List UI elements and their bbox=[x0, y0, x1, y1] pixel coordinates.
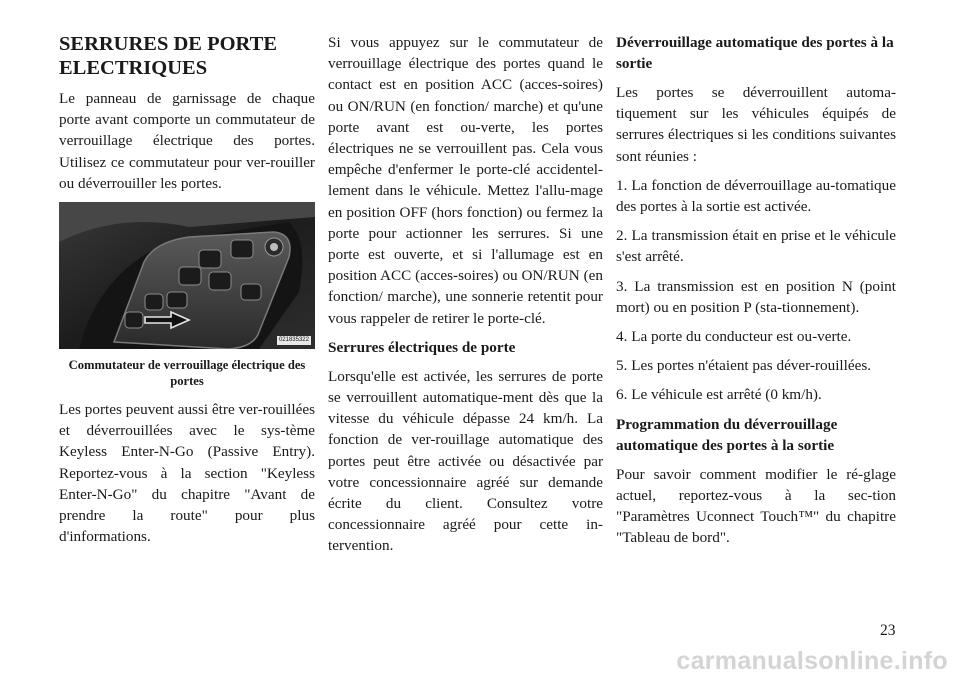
power-locks-heading: Serrures électriques de porte bbox=[328, 338, 516, 356]
open-door-paragraph: Si vous appuyez sur le commutateur de verrouillage électrique des portes quand le contact est en position ACC (acces-soires) ou ON/RUN (en fonction/ marche) et qu'une porte avant est ou-verte, les portes électriques ne se verrouillent pas. Cela vous empêche d'enfermer le porte-clé accidentel-lement dans le véhicule. Mettez l'allu-mage en position OFF (hors fonction) ou fermez la porte pour actionner les serrures. Si une porte est ouverte, et si l'allumage est en position ACC (acces-soires) ou ON/RUN (en fonction/ marche), une sonnerie retentit pour vous rappeler de retirer le porte-clé. bbox=[328, 34, 603, 327]
column-right bbox=[616, 32, 896, 556]
intro-paragraph: Le panneau de garnissage de chaque porte avant comporte un commutateur de verrouillage électrique des portes. Utilisez ce commutateur pour ver-rouiller ou déverrouiller les portes. bbox=[59, 90, 315, 192]
watermark-text: carmanualsonline.info bbox=[676, 647, 948, 675]
condition-item: 2. La transmission était en prise et le véhicule s'est arrêté. bbox=[616, 227, 896, 266]
condition-item: 5. Les portes n'étaient pas déver-rouillées. bbox=[616, 357, 872, 375]
column-middle bbox=[328, 32, 603, 565]
door-lock-switch-photo bbox=[59, 202, 315, 349]
condition-item: 6. Le véhicule est arrêté (0 km/h). bbox=[616, 386, 822, 404]
condition-item: 3. La transmission est en position N (point mort) ou en position P (sta-tionnement). bbox=[616, 277, 896, 316]
figure-caption: Commutateur de verrouillage électrique des portes bbox=[68, 358, 306, 389]
section-title: SERRURES DE PORTE ELECTRIQUES bbox=[59, 33, 277, 79]
auto-lock-paragraph: Lorsqu'elle est activée, les serrures de porte se verrouillent automatique-ment dès que la vitesse du véhicule dépasse 24 km/h. La fonction de ver-rouillage automatique des portes peut être activée ou désactivée par votre concessionnaire agréé sur demande écrite du client. Consultez votre concessionnaire agréé pour cette in-tervention. bbox=[328, 367, 603, 555]
page-number: 23 bbox=[880, 622, 896, 639]
auto-unlock-intro: Les portes se déverrouillent automa-tiquement sur les véhicules équipés de serrures électriques si les conditions suivantes sont réunies : bbox=[616, 84, 896, 165]
auto-unlock-heading: Déverrouillage automatique des portes à la sortie bbox=[616, 34, 894, 72]
watermark-bar bbox=[0, 645, 960, 678]
programming-heading: Programmation du déverrouillage automatique des portes à la sortie bbox=[616, 415, 838, 454]
condition-item: 4. La porte du conducteur est ou-verte. bbox=[616, 328, 852, 346]
keyless-paragraph: Les portes peuvent aussi être ver-rouillées et déverrouillées avec le sys-tème Keyless Enter-N-Go (Passive Entry). Reportez-vous à la section "Keyless Enter-N-Go" du chapitre "Avant de prendre la route" pour plus d'informations. bbox=[59, 401, 315, 546]
figure-code: 021835322 bbox=[278, 337, 309, 344]
column-left bbox=[59, 32, 315, 555]
programming-paragraph: Pour savoir comment modifier le ré-glage actuel, reportez-vous à la sec-tion "Paramètres Uconnect Touch™" du chapitre "Tableau de bord". bbox=[616, 465, 896, 547]
condition-item: 1. La fonction de déverrouillage au-tomatique des portes à la sortie est activée. bbox=[616, 176, 896, 216]
door-panel-illustration bbox=[59, 202, 315, 349]
